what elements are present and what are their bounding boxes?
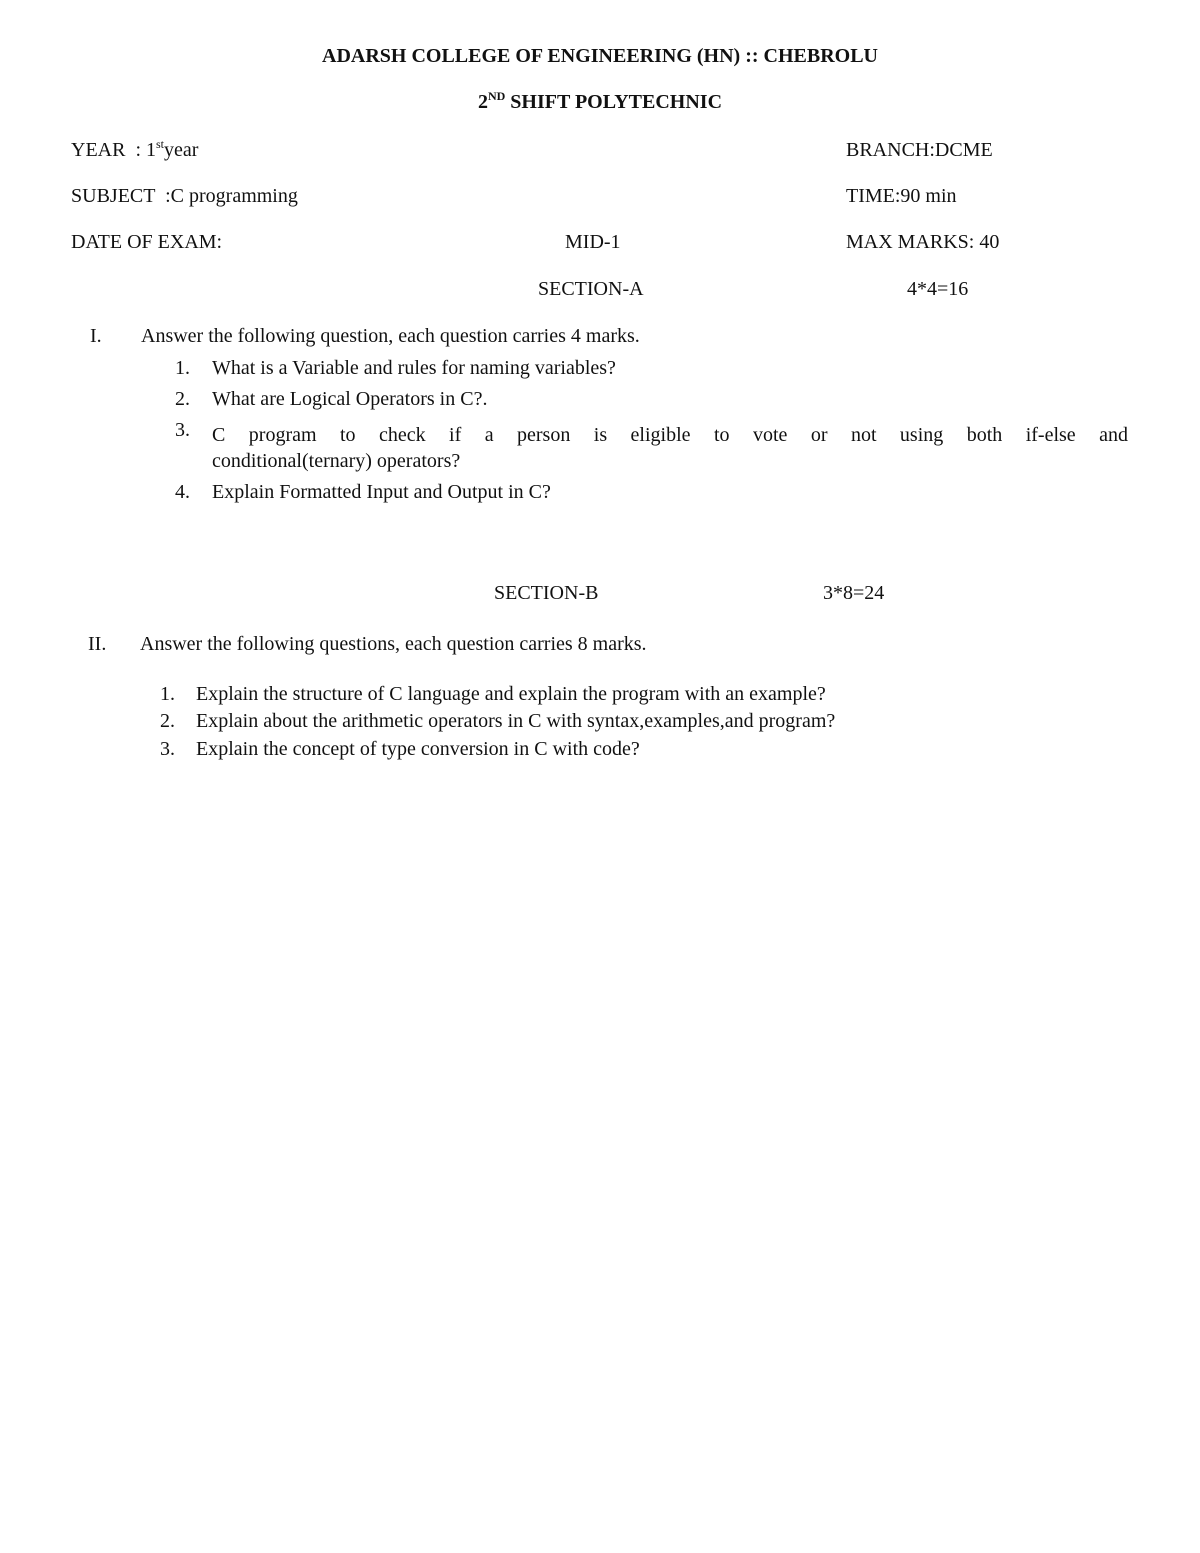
section-b-roman: II. bbox=[88, 633, 107, 655]
question-text: What is a Variable and rules for naming variables? bbox=[212, 357, 616, 379]
question-number: 1. bbox=[160, 683, 175, 705]
year-label: YEAR : 1 bbox=[71, 139, 156, 161]
shift-superscript: ND bbox=[487, 89, 506, 103]
question-text: Explain Formatted Input and Output in C? bbox=[212, 481, 551, 503]
year-field bbox=[71, 137, 199, 161]
shift-title bbox=[477, 89, 723, 113]
shift-number: 2 bbox=[477, 91, 488, 113]
shift-text: SHIFT POLYTECHNIC bbox=[505, 91, 723, 113]
question-number: 4. bbox=[175, 481, 190, 503]
subject-field: SUBJECT :C programming bbox=[71, 185, 298, 207]
question-number: 3. bbox=[160, 738, 175, 760]
section-b-instruction: Answer the following questions, each question carries 8 marks. bbox=[140, 633, 647, 655]
section-b-title: SECTION-B bbox=[494, 582, 599, 604]
question-text: Explain about the arithmetic operators in C with syntax,examples,and program? bbox=[196, 710, 836, 732]
section-a-instruction: Answer the following question, each question carries 4 marks. bbox=[141, 325, 640, 347]
time-field: TIME:90 min bbox=[846, 185, 957, 207]
question-text: C program to check if a person is eligible to vote or not using both if-else and bbox=[212, 424, 1128, 446]
question-text-continued: conditional(ternary) operators? bbox=[212, 450, 461, 472]
year-value: year bbox=[164, 139, 199, 161]
question-number: 3. bbox=[175, 419, 190, 441]
year-superscript: st bbox=[156, 137, 165, 151]
college-title: ADARSH COLLEGE OF ENGINEERING (HN) :: CHEBROLU bbox=[322, 45, 878, 67]
date-field: DATE OF EXAM: bbox=[71, 231, 223, 253]
question-text: What are Logical Operators in C?. bbox=[212, 388, 488, 410]
section-a-roman: I. bbox=[90, 325, 102, 347]
exam-name: MID-1 bbox=[565, 231, 621, 253]
section-a-title: SECTION-A bbox=[538, 278, 644, 300]
section-a-marks: 4*4=16 bbox=[907, 278, 969, 300]
max-marks-field: MAX MARKS: 40 bbox=[846, 231, 1000, 253]
question-number: 1. bbox=[175, 357, 190, 379]
question-text: Explain the concept of type conversion in C with code? bbox=[196, 738, 640, 760]
question-number: 2. bbox=[175, 388, 190, 410]
section-b-marks: 3*8=24 bbox=[823, 582, 885, 604]
question-number: 2. bbox=[160, 710, 175, 732]
branch-field: BRANCH:DCME bbox=[846, 139, 993, 161]
question-text: Explain the structure of C language and explain the program with an example? bbox=[196, 683, 826, 705]
